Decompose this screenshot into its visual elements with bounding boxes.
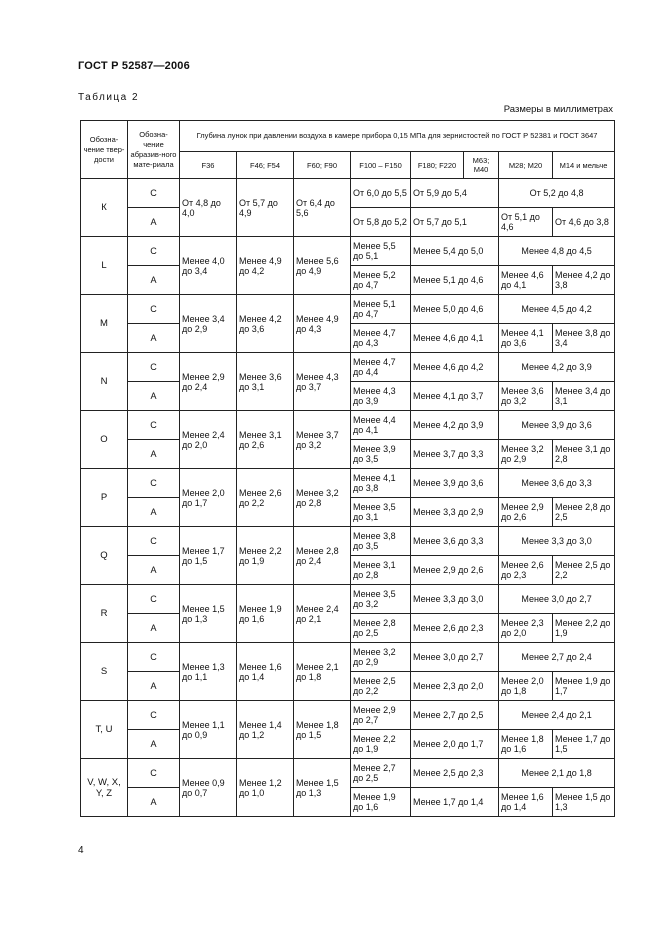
abrasive-cell: С <box>128 469 180 498</box>
depth-cell: Менее 4,9 до 4,3 <box>294 295 351 353</box>
table-row <box>81 353 615 382</box>
header-grit: F36 <box>180 152 237 179</box>
depth-cell: Менее 3,3 до 3,0 <box>499 527 615 556</box>
abrasive-cell: А <box>128 730 180 759</box>
table-row <box>81 643 615 672</box>
abrasive-cell: А <box>128 324 180 353</box>
depth-cell: Менее 4,7 до 4,3 <box>351 324 411 353</box>
depth-cell: Менее 2,3 до 2,0 <box>411 672 499 701</box>
grade-cell: V, W, X, Y, Z <box>81 759 128 817</box>
depth-cell: Менее 3,7 до 3,2 <box>294 411 351 469</box>
depth-cell: Менее 4,8 до 4,5 <box>499 237 615 266</box>
grade-cell: К <box>81 179 128 237</box>
depth-cell: Менее 2,2 до 1,9 <box>351 730 411 759</box>
depth-cell: Менее 2,4 до 2,0 <box>180 411 237 469</box>
abrasive-cell: А <box>128 556 180 585</box>
depth-cell: Менее 4,6 до 4,2 <box>411 353 499 382</box>
depth-cell: Менее 1,5 до 1,3 <box>180 585 237 643</box>
depth-cell: Менее 5,1 до 4,6 <box>411 266 499 295</box>
grade-cell: O <box>81 411 128 469</box>
depth-cell: Менее 1,3 до 1,1 <box>180 643 237 701</box>
depth-cell: Менее 2,6 до 2,2 <box>237 469 294 527</box>
depth-cell: Менее 0,9 до 0,7 <box>180 759 237 817</box>
depth-cell: Менее 2,9 до 2,4 <box>180 353 237 411</box>
depth-cell: Менее 2,0 до 1,7 <box>411 730 499 759</box>
header-grade: Обозна-чение твер-дости <box>81 121 128 179</box>
depth-cell: Менее 1,7 до 1,5 <box>180 527 237 585</box>
depth-cell: Менее 3,1 до 2,6 <box>237 411 294 469</box>
table-row <box>81 585 615 614</box>
page-number: 4 <box>78 845 84 856</box>
depth-cell: Менее 4,2 до 3,9 <box>411 411 499 440</box>
depth-cell: Менее 1,4 до 1,2 <box>237 701 294 759</box>
depth-cell: Менее 2,6 до 2,3 <box>411 614 499 643</box>
depth-cell: Менее 2,8 до 2,4 <box>294 527 351 585</box>
depth-cell: Менее 2,3 до 2,0 <box>499 614 553 643</box>
depth-cell: Менее 3,1 до 2,8 <box>351 556 411 585</box>
depth-cell: От 5,9 до 5,4 <box>411 179 499 208</box>
depth-cell: Менее 3,4 до 3,1 <box>553 382 615 411</box>
grade-cell: R <box>81 585 128 643</box>
abrasive-cell: А <box>128 382 180 411</box>
depth-cell: Менее 3,9 до 3,5 <box>351 440 411 469</box>
abrasive-cell: С <box>128 179 180 208</box>
depth-cell: Менее 3,5 до 3,1 <box>351 498 411 527</box>
depth-cell: От 4,8 до 4,0 <box>180 179 237 237</box>
depth-cell: От 5,7 до 5,1 <box>411 208 499 237</box>
grade-cell: L <box>81 237 128 295</box>
depth-cell: Менее 2,0 до 1,7 <box>180 469 237 527</box>
depth-cell: Менее 5,6 до 4,9 <box>294 237 351 295</box>
depth-cell: Менее 4,5 до 4,2 <box>499 295 615 324</box>
grade-cell: M <box>81 295 128 353</box>
depth-cell: Менее 3,6 до 3,3 <box>499 469 615 498</box>
depth-cell: Менее 1,5 до 1,3 <box>294 759 351 817</box>
depth-cell: Менее 1,2 до 1,0 <box>237 759 294 817</box>
abrasive-cell: С <box>128 411 180 440</box>
abrasive-cell: А <box>128 788 180 817</box>
header-grit: F180; F220 <box>411 152 464 179</box>
depth-cell: Менее 2,7 до 2,5 <box>411 701 499 730</box>
grade-cell: T, U <box>81 701 128 759</box>
depth-cell: Менее 2,9 до 2,7 <box>351 701 411 730</box>
grade-cell: Q <box>81 527 128 585</box>
depth-cell: Менее 5,4 до 5,0 <box>411 237 499 266</box>
depth-cell: Менее 1,7 до 1,4 <box>411 788 499 817</box>
depth-cell: Менее 3,6 до 3,1 <box>237 353 294 411</box>
abrasive-cell: А <box>128 266 180 295</box>
depth-cell: Менее 3,8 до 3,4 <box>553 324 615 353</box>
hardness-table <box>80 120 615 817</box>
depth-cell: Менее 2,5 до 2,2 <box>351 672 411 701</box>
depth-cell: Менее 4,1 до 3,7 <box>411 382 499 411</box>
depth-cell: Менее 2,5 до 2,3 <box>411 759 499 788</box>
abrasive-cell: С <box>128 759 180 788</box>
depth-cell: Менее 3,2 до 2,9 <box>351 643 411 672</box>
table-row <box>81 469 615 498</box>
units-note: Размеры в миллиметрах <box>503 104 613 115</box>
depth-cell: Менее 3,9 до 3,6 <box>411 469 499 498</box>
table-row <box>81 759 615 788</box>
depth-cell: Менее 5,1 до 4,7 <box>351 295 411 324</box>
header-grit: F46; F54 <box>237 152 294 179</box>
depth-cell: Менее 1,9 до 1,6 <box>237 585 294 643</box>
depth-cell: Менее 1,1 до 0,9 <box>180 701 237 759</box>
depth-cell: Менее 2,8 до 2,5 <box>553 498 615 527</box>
depth-cell: От 5,1 до 4,6 <box>499 208 553 237</box>
depth-cell: Менее 3,3 до 2,9 <box>411 498 499 527</box>
depth-cell: Менее 2,1 до 1,8 <box>294 643 351 701</box>
table-row <box>81 411 615 440</box>
depth-cell: От 5,7 до 4,9 <box>237 179 294 237</box>
abrasive-cell: С <box>128 237 180 266</box>
depth-cell: Менее 3,2 до 2,8 <box>294 469 351 527</box>
grade-cell: P <box>81 469 128 527</box>
abrasive-cell: А <box>128 440 180 469</box>
depth-cell: Менее 4,9 до 4,2 <box>237 237 294 295</box>
depth-cell: Менее 4,6 до 4,1 <box>411 324 499 353</box>
table-row <box>81 295 615 324</box>
depth-cell: Менее 2,4 до 2,1 <box>294 585 351 643</box>
depth-cell: Менее 1,9 до 1,6 <box>351 788 411 817</box>
table-header <box>81 121 615 179</box>
depth-cell: Менее 2,7 до 2,5 <box>351 759 411 788</box>
depth-cell: Менее 3,5 до 3,2 <box>351 585 411 614</box>
abrasive-cell: С <box>128 585 180 614</box>
depth-cell: Менее 4,3 до 3,7 <box>294 353 351 411</box>
table-row <box>81 527 615 556</box>
header-abrasive: Обозна-чение абразив-ного мате-риала <box>128 121 180 179</box>
depth-cell: Менее 4,4 до 4,1 <box>351 411 411 440</box>
depth-cell: От 5,8 до 5,2 <box>351 208 411 237</box>
abrasive-cell: А <box>128 672 180 701</box>
depth-cell: Менее 4,2 до 3,8 <box>553 266 615 295</box>
depth-cell: Менее 5,0 до 4,6 <box>411 295 499 324</box>
abrasive-cell: С <box>128 701 180 730</box>
depth-cell: Менее 2,2 до 1,9 <box>553 614 615 643</box>
table-row <box>81 179 615 208</box>
depth-cell: Менее 4,3 до 3,9 <box>351 382 411 411</box>
header-grit: M14 и мельче <box>553 152 615 179</box>
depth-cell: Менее 3,3 до 3,0 <box>411 585 499 614</box>
depth-cell: Менее 5,2 до 4,7 <box>351 266 411 295</box>
depth-cell: Менее 2,4 до 2,1 <box>499 701 615 730</box>
depth-cell: От 6,0 до 5,5 <box>351 179 411 208</box>
abrasive-cell: С <box>128 643 180 672</box>
abrasive-cell: С <box>128 353 180 382</box>
depth-cell: Менее 1,8 до 1,5 <box>294 701 351 759</box>
header-grit: F60; F90 <box>294 152 351 179</box>
depth-cell: Менее 3,8 до 3,5 <box>351 527 411 556</box>
depth-cell: Менее 3,0 до 2,7 <box>499 585 615 614</box>
depth-cell: Менее 4,7 до 4,4 <box>351 353 411 382</box>
table-row <box>81 237 615 266</box>
depth-cell: Менее 3,9 до 3,6 <box>499 411 615 440</box>
abrasive-cell: А <box>128 498 180 527</box>
depth-cell: Менее 2,9 до 2,6 <box>411 556 499 585</box>
depth-cell: От 4,6 до 3,8 <box>553 208 615 237</box>
depth-cell: Менее 1,6 до 1,4 <box>237 643 294 701</box>
header-grit: M28; M20 <box>499 152 553 179</box>
depth-cell: Менее 3,4 до 2,9 <box>180 295 237 353</box>
depth-cell: Менее 4,2 до 3,9 <box>499 353 615 382</box>
depth-cell: Менее 2,7 до 2,4 <box>499 643 615 672</box>
depth-cell: Менее 3,7 до 3,3 <box>411 440 499 469</box>
depth-cell: Менее 4,1 до 3,8 <box>351 469 411 498</box>
depth-cell: Менее 3,1 до 2,8 <box>553 440 615 469</box>
depth-cell: Менее 1,7 до 1,5 <box>553 730 615 759</box>
depth-cell: Менее 1,8 до 1,6 <box>499 730 553 759</box>
table-row <box>81 701 615 730</box>
depth-cell: Менее 4,0 до 3,4 <box>180 237 237 295</box>
abrasive-cell: А <box>128 208 180 237</box>
grade-cell: N <box>81 353 128 411</box>
depth-cell: Менее 3,6 до 3,2 <box>499 382 553 411</box>
depth-cell: Менее 2,2 до 1,9 <box>237 527 294 585</box>
depth-cell: От 5,2 до 4,8 <box>499 179 615 208</box>
table-caption: Таблица 2 <box>78 92 140 103</box>
depth-cell: Менее 2,8 до 2,5 <box>351 614 411 643</box>
depth-cell: Менее 2,0 до 1,8 <box>499 672 553 701</box>
depth-cell: Менее 2,6 до 2,3 <box>499 556 553 585</box>
document-title: ГОСТ Р 52587—2006 <box>78 60 190 72</box>
header-grit: M63; M40 <box>464 152 499 179</box>
depth-cell: От 6,4 до 5,6 <box>294 179 351 237</box>
depth-cell: Менее 3,6 до 3,3 <box>411 527 499 556</box>
depth-cell: Менее 5,5 до 5,1 <box>351 237 411 266</box>
depth-cell: Менее 4,1 до 3,6 <box>499 324 553 353</box>
abrasive-cell: С <box>128 295 180 324</box>
table-body <box>81 179 615 817</box>
depth-cell: Менее 2,5 до 2,2 <box>553 556 615 585</box>
header-depth: Глубина лунок при давлении воздуха в камере прибора 0,15 МПа для зернистостей по ГОСТ Р 52381 и ГОСТ 3647 <box>180 121 615 152</box>
depth-cell: Менее 3,0 до 2,7 <box>411 643 499 672</box>
header-grit: F100 – F150 <box>351 152 411 179</box>
depth-cell: Менее 2,1 до 1,8 <box>499 759 615 788</box>
abrasive-cell: С <box>128 527 180 556</box>
abrasive-cell: А <box>128 614 180 643</box>
depth-cell: Менее 1,9 до 1,7 <box>553 672 615 701</box>
depth-cell: Менее 1,5 до 1,3 <box>553 788 615 817</box>
grade-cell: S <box>81 643 128 701</box>
depth-cell: Менее 4,2 до 3,6 <box>237 295 294 353</box>
depth-cell: Менее 2,9 до 2,6 <box>499 498 553 527</box>
depth-cell: Менее 1,6 до 1,4 <box>499 788 553 817</box>
depth-cell: Менее 3,2 до 2,9 <box>499 440 553 469</box>
depth-cell: Менее 4,6 до 4,1 <box>499 266 553 295</box>
